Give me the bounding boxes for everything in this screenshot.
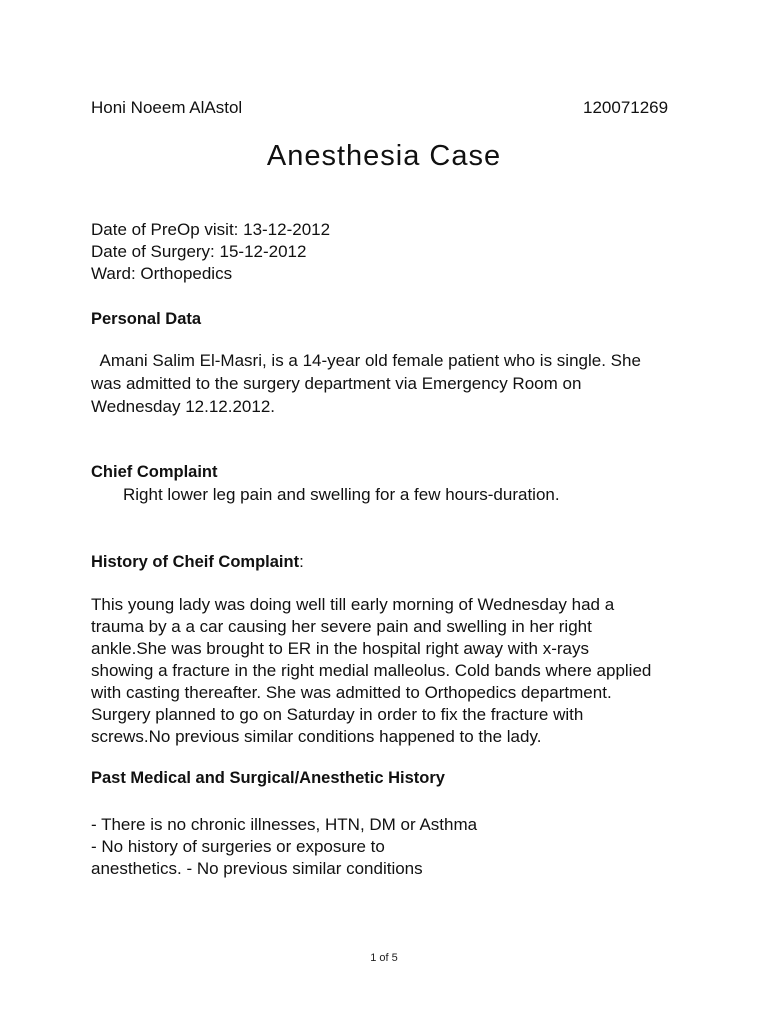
past-history-line: anesthetics. - No previous similar conditions (91, 859, 423, 878)
history-line: screws.No previous similar conditions happened to the lady. (91, 727, 542, 746)
ward: Ward: Orthopedics (91, 264, 233, 283)
document-title: Anesthesia Case (266, 140, 502, 172)
history-line: showing a fracture in the right medial malleolus. Cold bands where applied (91, 661, 652, 680)
past-history-line: - There is no chronic illnesses, HTN, DM or Asthma (91, 815, 478, 834)
history-line: ankle.She was brought to ER in the hospital right away with x-rays (91, 639, 589, 658)
personal-data-line-3: Wednesday 12.12.2012. (91, 397, 275, 416)
history-heading-row (91, 552, 304, 572)
past-history-heading: Past Medical and Surgical/Anesthetic History (91, 769, 445, 787)
surgery-date: Date of Surgery: 15-12-2012 (91, 242, 307, 261)
personal-data-line-2: was admitted to the surgery department via Emergency Room on (91, 374, 582, 393)
chief-complaint-text: Right lower leg pain and swelling for a few hours-duration. (123, 485, 560, 504)
history-heading-colon: : (299, 552, 304, 571)
personal-data-line-1: Amani Salim El-Masri, is a 14-year old female patient who is single. She (91, 351, 641, 370)
history-line: This young lady was doing well till early morning of Wednesday had a (91, 595, 615, 614)
history-heading: History of Cheif Complaint (91, 553, 300, 571)
personal-data-heading: Personal Data (91, 310, 202, 328)
page-indicator: 1 of 5 (370, 952, 398, 964)
history-line: Surgery planned to go on Saturday in order to fix the fracture with (91, 705, 584, 724)
history-line: with casting thereafter. She was admitted to Orthopedics department. (91, 683, 612, 702)
chief-complaint-heading: Chief Complaint (91, 463, 218, 481)
preop-visit-date: Date of PreOp visit: 13-12-2012 (91, 220, 331, 239)
past-history-line: - No history of surgeries or exposure to (91, 837, 385, 856)
student-id: 120071269 (583, 98, 669, 117)
author-name: Honi Noeem AlAstol (91, 98, 243, 117)
history-line: trauma by a a car causing her severe pain and swelling in her right (91, 617, 592, 636)
